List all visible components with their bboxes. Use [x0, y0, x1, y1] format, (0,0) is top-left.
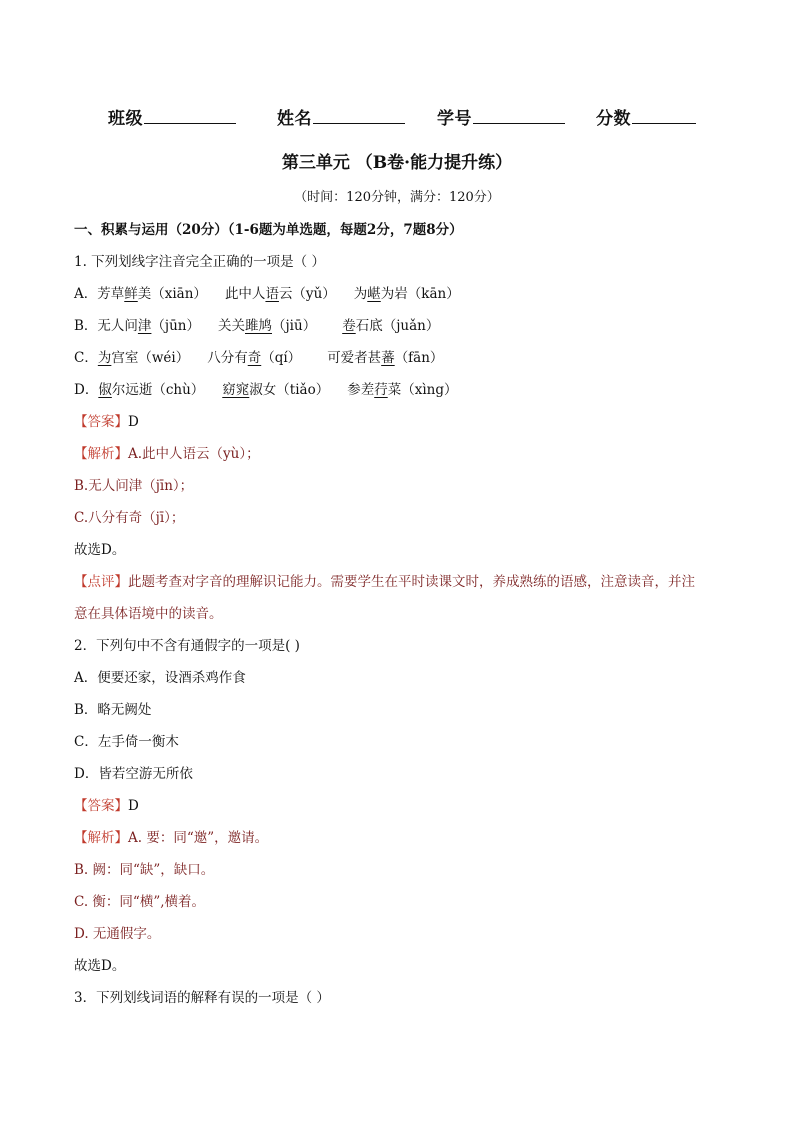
score-label: 分数 [596, 109, 631, 129]
class-blank[interactable] [144, 106, 236, 124]
q2-option-d[interactable]: D．皆若空游无所依 [74, 766, 193, 782]
q2-analysis-b: B. 阙：同“缺”，缺口。 [74, 862, 215, 878]
question-3-stem: 3．下列划线词语的解释有误的一项是（ ） [74, 990, 330, 1006]
q2-conclusion: 故选D。 [74, 958, 126, 974]
class-label: 班级 [108, 109, 143, 129]
q2-option-c[interactable]: C．左手倚一衡木 [74, 734, 179, 750]
q1-analysis-b: B.无人问津（jīn）； [74, 478, 194, 494]
q2-option-a[interactable]: A．便要还家，设酒杀鸡作食 [74, 670, 246, 686]
q1-analysis-a: 【解析】A.此中人语云（yù）； [74, 446, 260, 462]
q1-option-a[interactable]: A．芳草鲜美（xiān） 此中人语云（yǔ） 为嵁为岩（kān） [74, 286, 460, 302]
name-label: 姓名 [277, 109, 312, 129]
name-blank[interactable] [313, 106, 405, 124]
q2-analysis-a: 【解析】A. 要：同“邀”，邀请。 [74, 830, 269, 846]
q1-comment-line-1: 【点评】此题考查对字音的理解识记能力。需要学生在平时读课文时，养成熟练的语感，注意读音，并注 [74, 574, 695, 590]
q2-option-b[interactable]: B．略无阙处 [74, 702, 152, 718]
question-1-stem: 1. 下列划线字注音完全正确的一项是（ ） [74, 254, 325, 270]
q1-answer: 【答案】D [74, 414, 139, 430]
answer-tag: 【答案】 [74, 798, 128, 814]
q1-conclusion: 故选D。 [74, 542, 126, 558]
question-2-stem: 2．下列句中不含有通假字的一项是( ) [74, 638, 300, 654]
q2-analysis-c: C. 衡：同“横”,横着。 [74, 894, 206, 910]
student-no-label: 学号 [437, 109, 472, 129]
q1-option-b[interactable]: B．无人问津（jūn） 关关雎鸠（jiū） 卷石底（juǎn） [74, 318, 440, 334]
analysis-tag: 【解析】 [74, 830, 128, 846]
analysis-tag: 【解析】 [74, 446, 128, 462]
q2-analysis-d: D. 无通假字。 [74, 926, 161, 942]
q1-comment-line-2: 意在具体语境中的读音。 [74, 606, 223, 622]
q2-answer: 【答案】D [74, 798, 139, 814]
score-field[interactable] [596, 104, 696, 129]
q1-option-d[interactable]: D．俶尔远逝（chù） 窈窕淑女（tiǎo） 参差荇菜（xìng） [74, 382, 458, 398]
score-blank[interactable] [632, 106, 696, 124]
q1-analysis-c: C.八分有奇（jī）； [74, 510, 185, 526]
student-no-field[interactable] [437, 104, 565, 129]
class-field[interactable] [108, 104, 236, 129]
page-subtitle: （时间：120分钟，满分：120分） [294, 190, 500, 205]
answer-tag: 【答案】 [74, 414, 128, 430]
name-field[interactable] [277, 104, 405, 129]
q1-option-c[interactable]: C．为宫室（wéi） 八分有奇（qí） 可爱者甚蕃（fān） [74, 350, 444, 366]
comment-tag: 【点评】 [74, 574, 128, 590]
section-heading: 一、积累与运用（20分）（1-6题为单选题，每题2分，7题8分） [74, 222, 463, 238]
page-title: 第三单元 （B卷·能力提升练） [281, 153, 513, 173]
student-no-blank[interactable] [473, 106, 565, 124]
